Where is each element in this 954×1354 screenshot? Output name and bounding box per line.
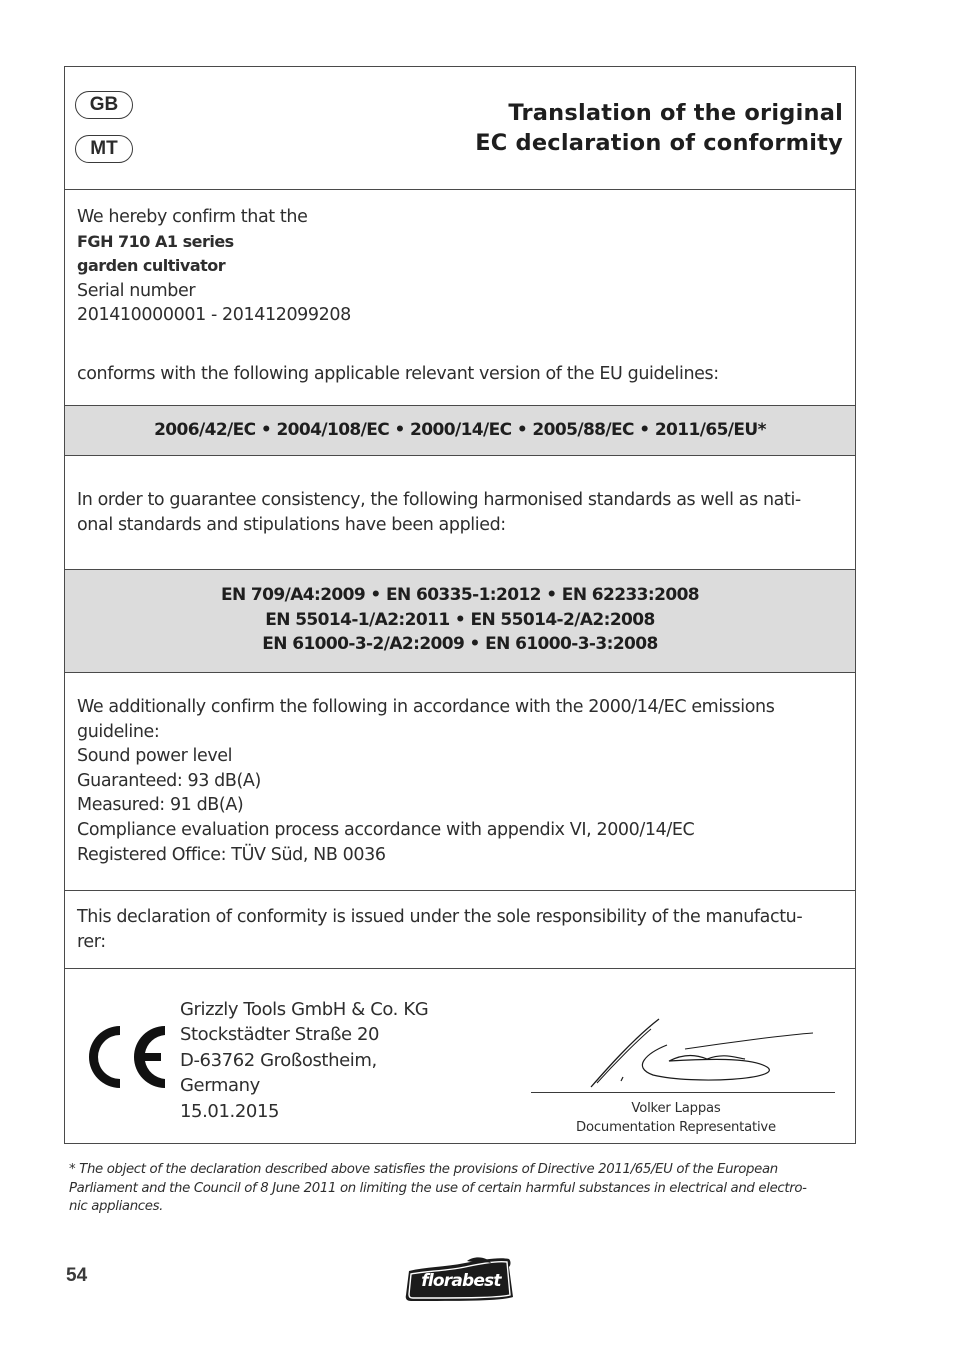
confirm-intro: We hereby confirm that the xyxy=(77,207,308,227)
lang-badge-gb: GB xyxy=(75,91,133,119)
serial-label: Serial number xyxy=(77,280,196,301)
declaration-frame xyxy=(64,66,856,1144)
footnote xyxy=(69,1161,859,1217)
footnote-line-1: * The object of the declaration described above satisfies the provisions of Directive 2011/65/EU of the European xyxy=(69,1162,778,1177)
header-section xyxy=(65,67,855,189)
standards-intro-section xyxy=(65,455,855,569)
footnote-line-2: Parliament and the Council of 8 June 2011 on limiting the use of certain harmful substances in electrical and electro- xyxy=(69,1180,807,1196)
responsibility-line-1: This declaration of conformity is issued under the sole responsibility of the manufactu- xyxy=(77,907,803,927)
product-section xyxy=(65,189,855,405)
florabest-logo-icon xyxy=(405,1257,517,1303)
standards-intro-line-2: onal standards and stipulations have been applied: xyxy=(77,514,506,535)
title-line-2: EC declaration of conformity xyxy=(475,130,843,156)
standards-band xyxy=(65,569,855,672)
measured-level: Measured: 91 dB(A) xyxy=(77,795,244,816)
serial-range: 201410000001 - 201412099208 xyxy=(77,305,351,326)
guidelines-band xyxy=(65,405,855,455)
manufacturer-street: Stockstädter Straße 20 xyxy=(180,1024,380,1046)
declaration-date: 15.01.2015 xyxy=(180,1100,280,1122)
page-number: 54 xyxy=(66,1265,88,1286)
signature-icon xyxy=(585,1013,845,1093)
manufacturer-name: Grizzly Tools GmbH & Co. KG xyxy=(180,999,429,1020)
responsibility-section xyxy=(65,890,855,968)
page-title xyxy=(475,98,843,158)
signatory-name: Volker Lappas xyxy=(631,1101,721,1116)
standards-line: EN 709/A4:2009 • EN 60335-1:2012 • EN 62233:2008 xyxy=(220,585,700,605)
conforms-text: conforms with the following applicable relevant version of the EU guidelines: xyxy=(77,363,719,384)
standards-line: EN 61000-3-2/A2:2009 • EN 61000-3-3:2008 xyxy=(262,634,658,654)
manufacturer-section xyxy=(65,968,855,1144)
sound-power-label: Sound power level xyxy=(77,746,233,767)
title-line-1: Translation of the original xyxy=(508,100,843,126)
signatory-block xyxy=(531,1100,821,1137)
product-name: garden cultivator xyxy=(77,256,226,276)
lang-badge-mt: MT xyxy=(75,135,133,163)
signatory-role: Documentation Representative xyxy=(576,1119,776,1135)
registered-office: Registered Office: TÜV Süd, NB 0036 xyxy=(77,844,386,865)
florabest-logo-text: florabest xyxy=(421,1271,501,1291)
signature-line xyxy=(531,1092,835,1093)
footnote-line-3: nic appliances. xyxy=(69,1199,164,1214)
product-series: FGH 710 A1 series xyxy=(77,231,234,251)
compliance-process: Compliance evaluation process accordance with appendix VI, 2000/14/EC xyxy=(77,819,695,840)
emissions-section xyxy=(65,672,855,890)
standards-line: EN 55014-1/A2:2011 • EN 55014-2/A2:2008 xyxy=(265,609,655,630)
emissions-line-2: guideline: xyxy=(77,721,160,742)
manufacturer-address xyxy=(180,997,428,1124)
ce-mark-icon xyxy=(83,1023,169,1091)
guaranteed-level: Guaranteed: 93 dB(A) xyxy=(77,770,261,791)
responsibility-line-2: rer: xyxy=(77,931,106,952)
guidelines-list: 2006/42/EC • 2004/108/EC • 2000/14/EC • 2005/88/EC • 2011/65/EU* xyxy=(154,420,766,440)
manufacturer-city: D-63762 Großostheim, xyxy=(180,1049,377,1071)
emissions-line-1: We additionally confirm the following in accordance with the 2000/14/EC emissions xyxy=(77,697,775,717)
manufacturer-country: Germany xyxy=(180,1075,260,1097)
standards-intro-line-1: In order to guarantee consistency, the following harmonised standards as well as nati- xyxy=(77,490,801,510)
